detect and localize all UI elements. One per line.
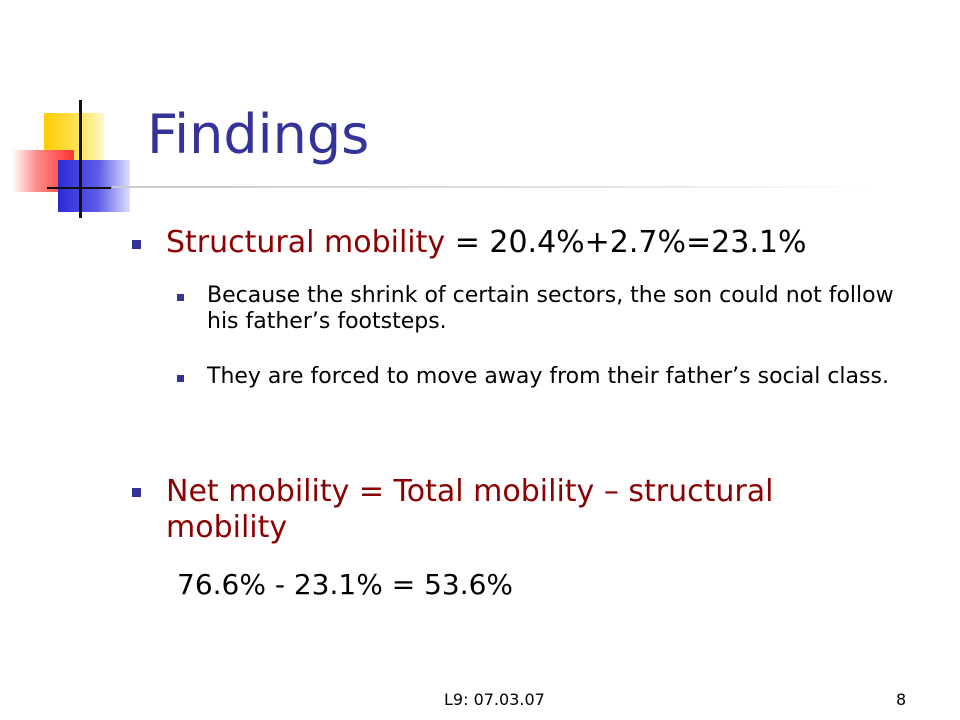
- horizontal-line-decoration: [47, 187, 111, 189]
- title-underline: [112, 186, 872, 188]
- structural-mobility-label: Structural mobility: [166, 225, 446, 260]
- bullet-structural-mobility: [166, 225, 806, 261]
- page-number: 8: [896, 690, 907, 709]
- sub-bullet-square-icon: [177, 294, 184, 301]
- bullet-square-icon: [132, 488, 141, 497]
- net-mobility-formula: 76.6% - 23.1% = 53.6%: [177, 568, 514, 601]
- decorative-logo-icon: [0, 0, 140, 230]
- bullet-square-icon: [132, 240, 141, 249]
- sub-bullet-shrink-sectors: Because the shrink of certain sectors, the son could not follow his father’s footsteps.: [207, 283, 894, 335]
- net-mobility-definition: Net mobility = Total mobility – structural mobility: [166, 474, 774, 545]
- structural-mobility-value: = 20.4%+2.7%=23.1%: [445, 225, 807, 260]
- slide-title: Findings: [147, 103, 370, 166]
- sub-bullet-square-icon: [177, 375, 184, 382]
- vertical-line-decoration: [79, 100, 82, 218]
- bullet-net-mobility: [166, 474, 866, 546]
- slide-footer: L9: 07.03.07: [444, 690, 545, 709]
- sub-bullet-forced-move: They are forced to move away from their father’s social class.: [207, 364, 889, 389]
